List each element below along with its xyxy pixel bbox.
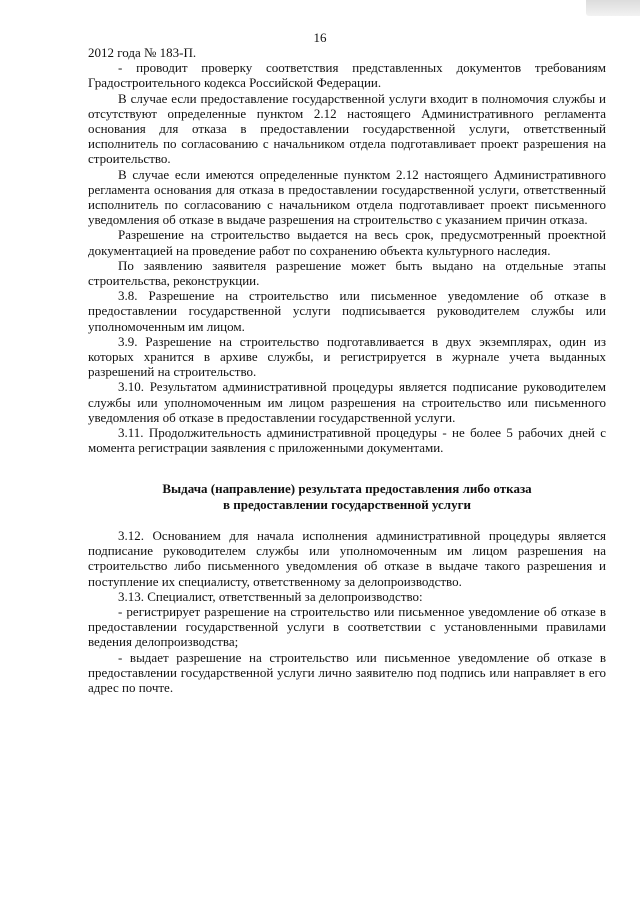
paragraph-3-13: 3.13. Специалист, ответственный за делопроизводство: bbox=[118, 588, 423, 604]
paragraph-permit-draft: В случае если предоставление государственной услуги входит в полномочия службы и отсутствуют определенные пунктом 2.12 настоящего Административного регламента основания для отказа в предоставлении государственной услуги, ответственный исполнитель по согласованию с начальником отдела подготавливает проект разрешения на строительство. bbox=[88, 90, 606, 167]
document-body bbox=[88, 45, 606, 695]
scan-corner-mark bbox=[586, 0, 640, 16]
section-heading bbox=[88, 481, 606, 511]
paragraph-refusal-draft: В случае если имеются определенные пунктом 2.12 настоящего Административного регламента основания для отказа в предоставлении государственной услуги, ответственный исполнитель по согласованию с начальником отдела подготавливает проект письменного уведомления об отказе в выдаче разрешения на строительство с указанием причин отказа. bbox=[88, 166, 606, 228]
paragraph-stages: По заявлению заявителя разрешение может быть выдано на отдельные этапы строительства, реконструкции. bbox=[88, 257, 606, 289]
paragraph-register-item: - регистрирует разрешение на строительство или письменное уведомление об отказе в предоставлении государственной услуги в соответствии с установленными правилами ведения делопроизводства; bbox=[88, 603, 606, 650]
paragraph-check-list-item: - проводит проверку соответствия представленных документов требованиям Градостроительного кодекса Российской Федерации. bbox=[88, 60, 606, 91]
paragraph-issue-item: - выдает разрешение на строительство или письменное уведомление об отказе в предоставлении государственной услуги лично заявителю под подпись или направляет в его адрес по почте. bbox=[88, 649, 606, 695]
paragraph-continuation: 2012 года № 183-П. bbox=[88, 45, 197, 60]
paragraph-3-11: 3.11. Продолжительность административной процедуры - не более 5 рабочих дней с момента регистрации заявления с приложенными документами. bbox=[88, 425, 606, 456]
paragraph-3-8: 3.8. Разрешение на строительство или письменное уведомление об отказе в предоставлении государственной услуги подписывается руководителем службы или уполномоченным им лицом. bbox=[88, 288, 606, 334]
paragraph-3-10: 3.10. Результатом административной процедуры является подписание руководителем службы или уполномоченным им лицом разрешения на строительство или письменного уведомления об отказе в предоставлении государственной услуги. bbox=[88, 379, 606, 425]
section-heading-line-1: Выдача (направление) результата предоставления либо отказа bbox=[162, 481, 532, 497]
paragraph-permit-term: Разрешение на строительство выдается на весь срок, предусмотренный проектной документацией на проведение работ по сохранению объекта культурного наследия. bbox=[88, 227, 606, 258]
page-number: 16 bbox=[313, 30, 327, 45]
paragraph-3-12: 3.12. Основанием для начала исполнения административной процедуры является подписание руководителем службы или уполномоченным им лицом разрешения на строительство либо письменного уведомления об отказе в выдаче такого разрешения и поступление их специалисту, ответственному за делопроизводство. bbox=[88, 527, 606, 589]
section-heading-line-2: в предоставлении государственной услуги bbox=[222, 496, 471, 512]
paragraph-3-9: 3.9. Разрешение на строительство подготавливается в двух экземплярах, один из которых хранится в архиве службы, и регистрируется в журнале учета выданных разрешений на строительство. bbox=[88, 333, 606, 380]
